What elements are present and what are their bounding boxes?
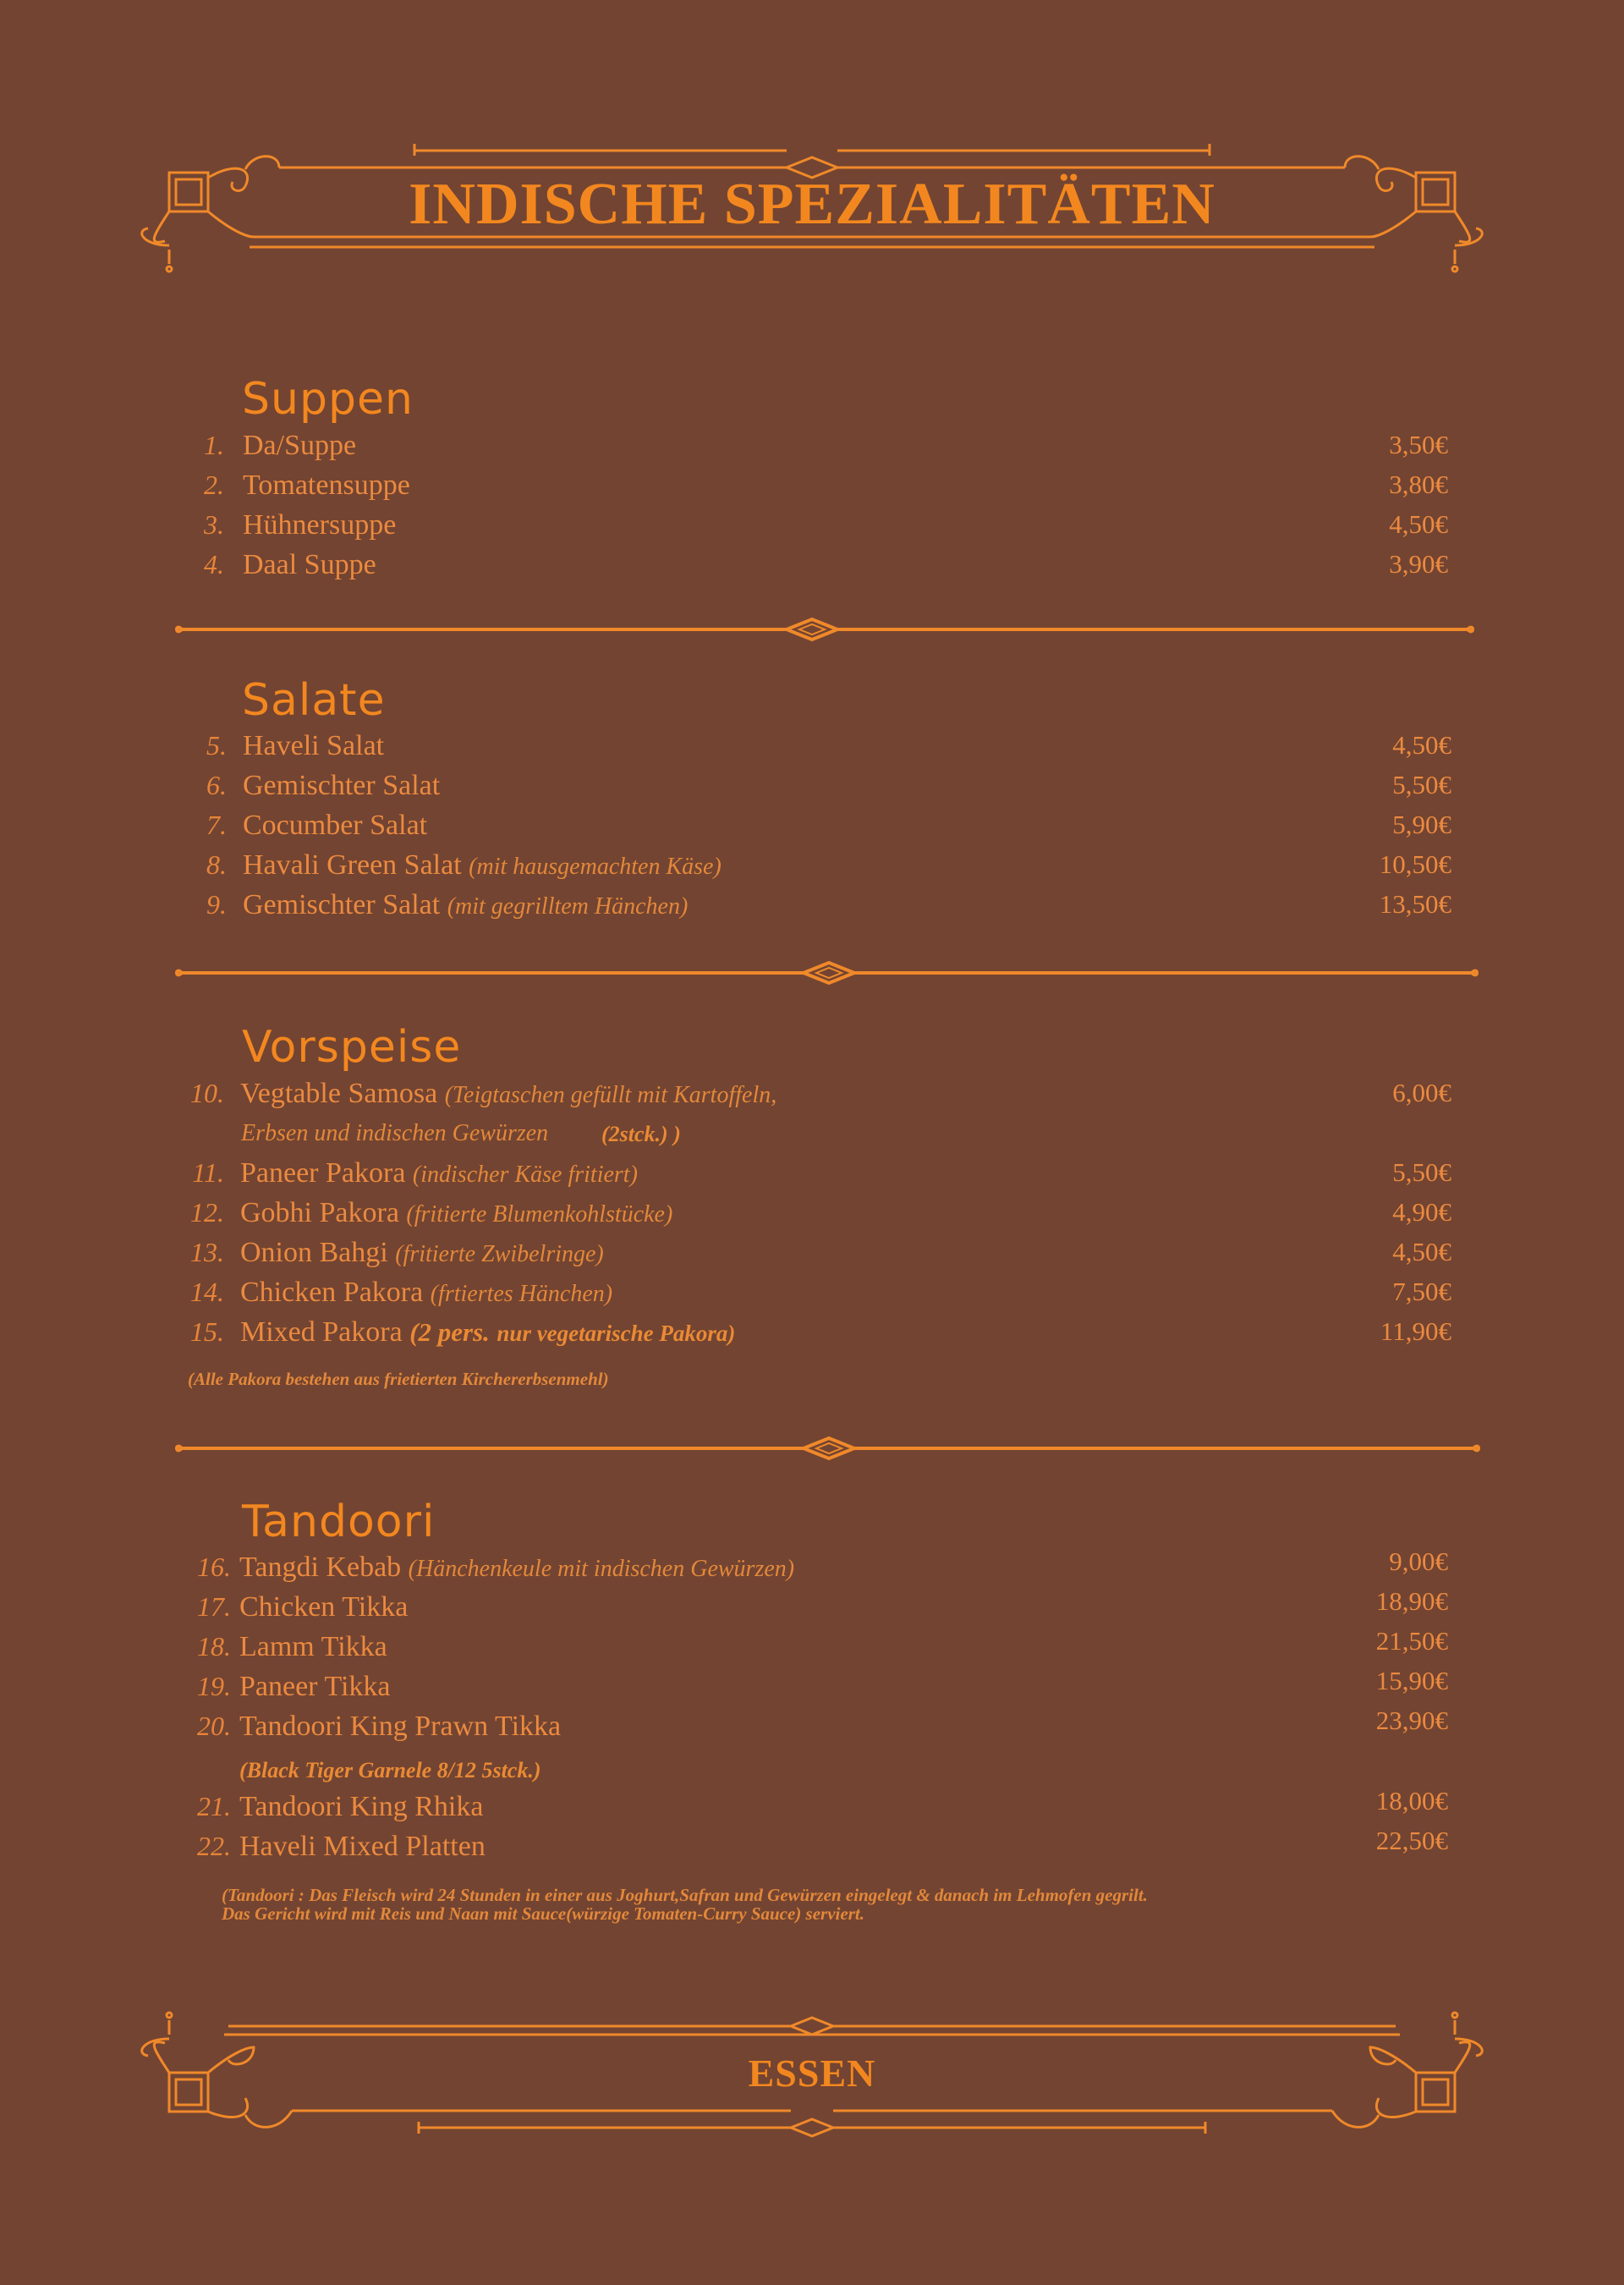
item-number: 5.: [206, 730, 227, 761]
item-name: [239, 1552, 794, 1584]
item-name-text: Vegtable Samosa: [240, 1078, 438, 1109]
list-item-continuation: [0, 1120, 1624, 1161]
item-number: 10.: [190, 1078, 224, 1108]
section-heading-suppen: Suppen: [242, 374, 414, 425]
item-price: 4,50€: [1389, 509, 1448, 539]
item-number: 12.: [190, 1197, 224, 1228]
item-description: (indischer Käse fritiert): [412, 1162, 638, 1188]
item-name: Lamm Tikka: [239, 1631, 387, 1662]
item-price: 6,00€: [1392, 1078, 1451, 1107]
list-item: [0, 1078, 1624, 1118]
list-item: [0, 770, 1624, 810]
item-price: 22,50€: [1375, 1826, 1448, 1855]
header-frame: [0, 135, 1624, 288]
section-note: (Tandoori : Das Fleisch wird 24 Stunden in einer aus Joghurt,Safran und Gewürzen eingelegt & danach im Lehmofen gegrilt.: [222, 1885, 1148, 1905]
section-divider: [0, 611, 1624, 645]
list-item: [0, 430, 1624, 470]
item-description: (mit gegrilltem Hänchen): [447, 893, 689, 920]
item-number: 17.: [197, 1591, 231, 1622]
section-divider: [0, 1430, 1624, 1464]
item-quantity-note: (2stck.) ): [601, 1122, 681, 1146]
list-item: [0, 1197, 1624, 1238]
item-price: 15,90€: [1375, 1666, 1448, 1695]
section-note-continued: Das Gericht wird mit Reis und Naan mit Sauce(würzige Tomaten-Curry Sauce) serviert.: [222, 1903, 864, 1924]
item-number: 4.: [204, 549, 224, 579]
page-title: INDISCHE SPEZIALITÄTEN: [409, 172, 1215, 237]
item-description-persons: (2 pers.: [409, 1317, 490, 1347]
section-heading-salate: Salate: [242, 675, 386, 726]
item-name: Tandoori King Rhika: [239, 1791, 484, 1822]
item-description: nur vegetarische Pakora): [497, 1321, 736, 1346]
item-description: (mit hausgemachten Käse): [469, 854, 721, 880]
list-item: [0, 1826, 1624, 1871]
item-name-text: Mixed Pakora: [240, 1316, 403, 1348]
item-description: (Hänchenkeule mit indischen Gewürzen): [408, 1556, 795, 1582]
item-name: Da/Suppe: [243, 430, 357, 461]
item-number: 14.: [190, 1277, 224, 1307]
item-number: 8.: [206, 849, 227, 880]
list-item: [0, 1316, 1624, 1357]
item-number: 1.: [204, 430, 224, 460]
item-name: Paneer Tikka: [239, 1671, 391, 1702]
list-item: [0, 1237, 1624, 1277]
item-name: [240, 1157, 638, 1189]
item-price: 4,50€: [1392, 1237, 1451, 1266]
section-heading-tandoori: Tandoori: [242, 1497, 436, 1547]
item-name-text: Gobhi Pakora: [240, 1197, 399, 1228]
footer-title: ESSEN: [748, 2052, 876, 2095]
item-number: 13.: [190, 1237, 224, 1267]
item-name: Haveli Salat: [243, 730, 385, 761]
item-price: 21,50€: [1375, 1626, 1448, 1656]
list-item: [0, 849, 1624, 890]
item-number: 7.: [206, 810, 227, 840]
section-note: (Alle Pakora bestehen aus frietierten Kirchererbsenmehl): [188, 1369, 609, 1389]
item-price: 18,00€: [1375, 1786, 1448, 1815]
item-name-text: Gemischter Salat: [243, 889, 441, 920]
item-description: (fritierte Zwibelringe): [395, 1241, 604, 1267]
item-name: Haveli Mixed Platten: [239, 1831, 486, 1862]
item-name: Chicken Tikka: [239, 1591, 409, 1623]
item-price: 9,00€: [1389, 1546, 1448, 1576]
item-name: Gemischter Salat: [243, 770, 441, 801]
item-number: 3.: [204, 509, 224, 540]
list-item: [0, 470, 1624, 510]
item-name-text: Tangdi Kebab: [239, 1552, 402, 1583]
section-heading-vorspeise: Vorspeise: [242, 1022, 462, 1073]
list-item: [0, 730, 1624, 771]
item-description-continued: Erbsen und indischen Gewürzen: [241, 1120, 549, 1146]
item-name: [243, 889, 688, 921]
item-price: 5,90€: [1392, 810, 1451, 839]
item-name: [240, 1277, 612, 1309]
item-price: 10,50€: [1379, 849, 1451, 879]
list-item: [0, 1706, 1624, 1751]
item-name: Hühnersuppe: [243, 509, 397, 541]
item-price: 7,50€: [1392, 1277, 1451, 1306]
item-description: (Teigtaschen gefüllt mit Kartoffeln,: [444, 1082, 777, 1108]
item-name: Cocumber Salat: [243, 810, 428, 841]
item-number: 9.: [206, 889, 227, 920]
item-number: 16.: [197, 1552, 231, 1582]
list-item: [0, 1277, 1624, 1317]
item-number: 11.: [192, 1157, 224, 1188]
list-item: [0, 810, 1624, 850]
list-item: [0, 549, 1624, 590]
item-name-text: Havali Green Salat: [243, 849, 462, 881]
item-name-text: Onion Bahgi: [240, 1237, 388, 1268]
item-price: 23,90€: [1375, 1706, 1448, 1735]
item-name-text: Paneer Pakora: [240, 1157, 406, 1189]
item-description: (frtiertes Hänchen): [430, 1281, 613, 1307]
item-price: 3,90€: [1389, 549, 1448, 579]
list-item: [0, 509, 1624, 550]
item-name: Daal Suppe: [243, 549, 376, 580]
item-name: [240, 1316, 735, 1348]
section-divider: [0, 954, 1624, 988]
item-name-text: Chicken Pakora: [240, 1277, 424, 1308]
item-number: 15.: [190, 1316, 224, 1347]
item-price: 13,50€: [1379, 889, 1451, 919]
item-name: [243, 849, 721, 882]
item-description: (fritierte Blumenkohlstücke): [406, 1201, 673, 1228]
footer-frame: [0, 1997, 1624, 2166]
item-number: 19.: [197, 1671, 231, 1701]
item-name: [240, 1237, 604, 1269]
item-name: [240, 1197, 672, 1229]
item-number: 18.: [197, 1631, 231, 1662]
item-number: 6.: [206, 770, 227, 800]
list-item: [0, 1157, 1624, 1198]
item-price: 3,80€: [1389, 470, 1448, 499]
item-description: (Black Tiger Garnele 8/12 5stck.): [239, 1758, 541, 1782]
item-price: 4,90€: [1392, 1197, 1451, 1227]
item-price: 5,50€: [1392, 1157, 1451, 1187]
list-item: [0, 889, 1624, 930]
item-price: 11,90€: [1380, 1316, 1451, 1346]
item-name: Tandoori King Prawn Tikka: [239, 1711, 562, 1742]
item-price: 5,50€: [1392, 770, 1451, 799]
item-number: 22.: [197, 1831, 231, 1861]
item-price: 18,90€: [1375, 1586, 1448, 1616]
item-price: 4,50€: [1392, 730, 1451, 760]
item-number: 21.: [197, 1791, 231, 1821]
item-name: Tomatensuppe: [243, 470, 410, 501]
item-number: 2.: [204, 470, 224, 500]
item-name: [240, 1078, 776, 1110]
item-price: 3,50€: [1389, 430, 1448, 459]
item-number: 20.: [197, 1711, 231, 1741]
